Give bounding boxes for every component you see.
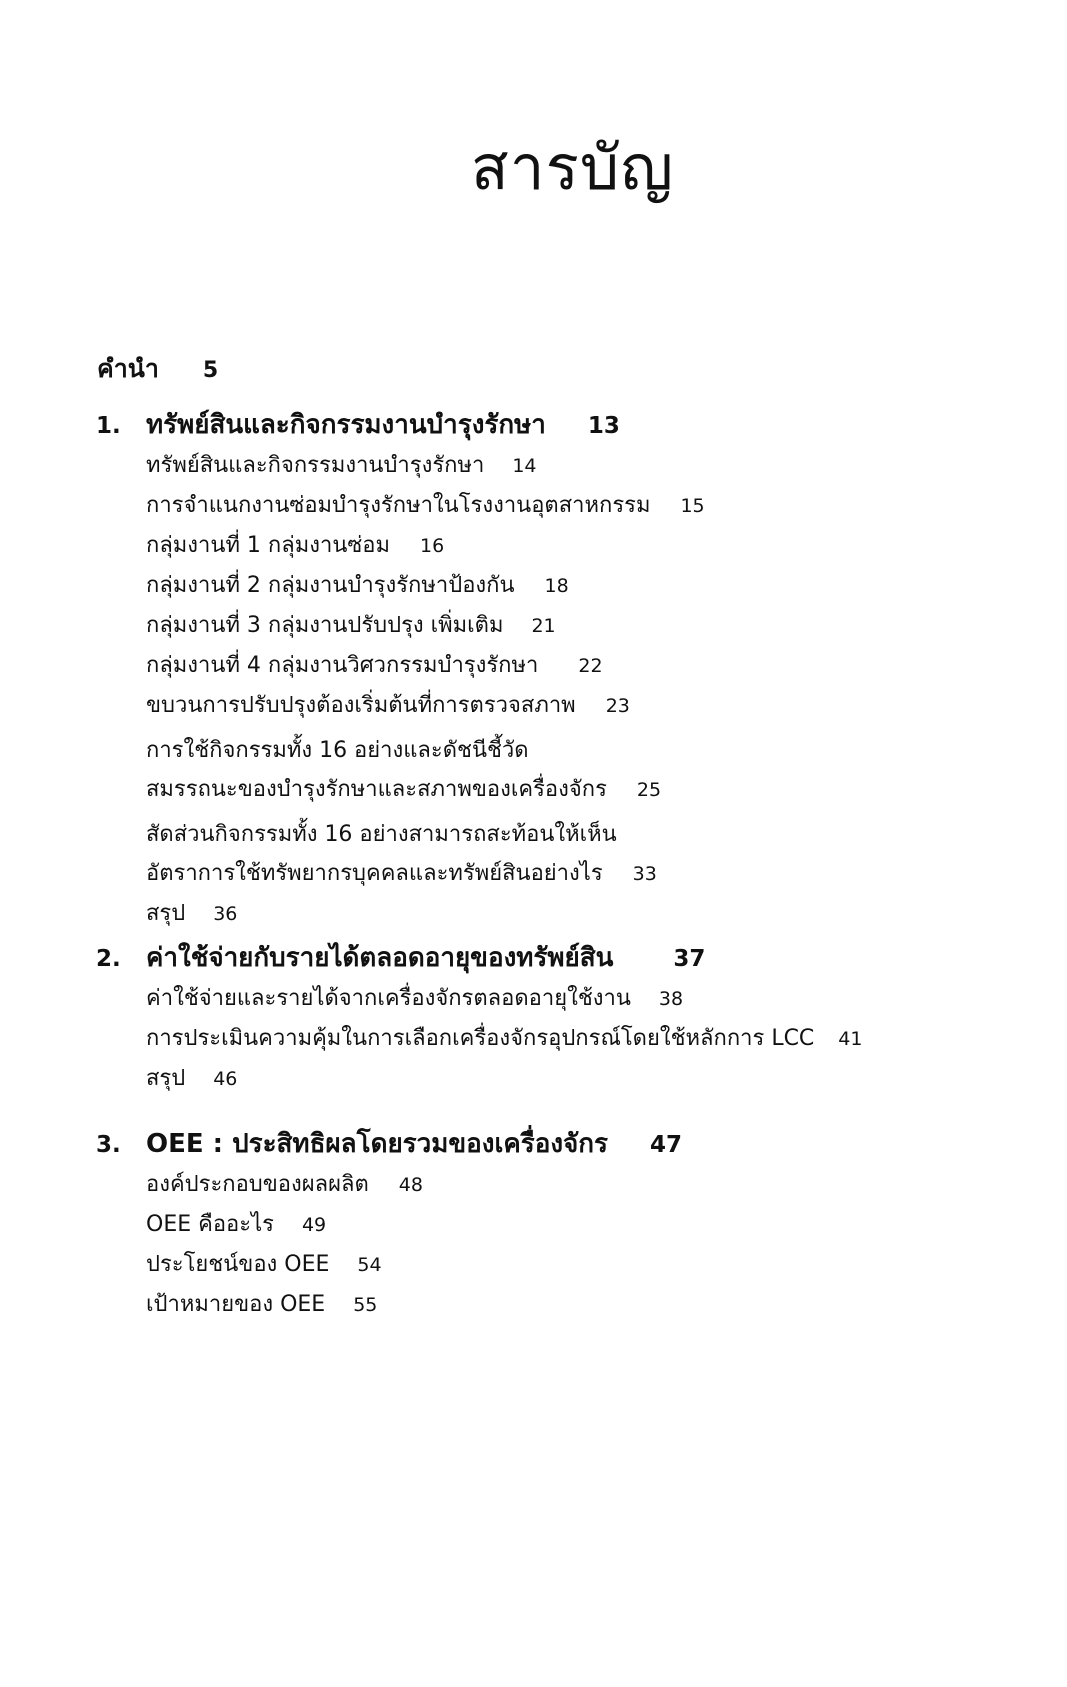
toc-entry	[146, 566, 705, 606]
chapter-heading	[96, 1124, 682, 1165]
toc-entry	[146, 1245, 682, 1285]
entry-text: สมรรถนะของบำรุงรักษาและสภาพของเครื่องจักร	[146, 777, 607, 802]
entry-page: 21	[531, 615, 556, 637]
entry-text: กลุ่มงานที่ 2 กลุ่มงานบำรุงรักษาป้องกัน	[146, 573, 515, 598]
chapter-1	[96, 405, 705, 934]
toc-entry	[146, 770, 705, 810]
preface-entry	[97, 352, 218, 388]
chapter-heading	[96, 405, 705, 446]
entry-page: 48	[398, 1174, 423, 1196]
preface-page: 5	[202, 358, 219, 383]
toc-entry	[146, 686, 705, 726]
entry-page: 25	[636, 779, 662, 801]
chapter-page: 13	[587, 413, 620, 439]
toc-entry-line1	[146, 815, 705, 854]
entry-text: สรุป	[146, 1066, 186, 1091]
entry-text: ประโยชน์ของ OEE	[146, 1252, 330, 1277]
entry-page: 55	[353, 1294, 378, 1316]
entry-text: องค์ประกอบของผลผลิต	[146, 1172, 369, 1197]
entry-text: การจำแนกงานซ่อมบำรุงรักษาในโรงงานอุตสาหกรรม	[146, 493, 651, 518]
entry-page: 36	[213, 903, 238, 925]
chapter-entries	[146, 979, 862, 1099]
entry-page: 49	[301, 1214, 327, 1236]
entry-text: อัตราการใช้ทรัพยากรบุคคลและทรัพย์สินอย่างไร	[146, 861, 603, 886]
entry-text: ขบวนการปรับปรุงต้องเริ่มต้นที่การตรวจสภาพ	[146, 693, 576, 718]
entry-page: 46	[213, 1068, 238, 1090]
toc-entry	[146, 446, 705, 486]
toc-entry	[146, 486, 705, 526]
chapter-page: 47	[649, 1132, 682, 1158]
entry-page: 54	[357, 1254, 382, 1276]
entry-text: OEE คืออะไร	[146, 1212, 274, 1237]
entry-page: 23	[605, 695, 630, 717]
toc-entry	[146, 526, 705, 566]
toc-entry	[146, 894, 705, 934]
toc-entry	[146, 646, 705, 686]
chapter-heading	[96, 938, 862, 979]
toc-entry	[146, 1059, 862, 1099]
entry-text: ค่าใช้จ่ายและรายได้จากเครื่องจักรตลอดอายุใช้งาน	[146, 986, 631, 1011]
toc-entry	[146, 1019, 862, 1059]
chapter-number: 3.	[96, 1132, 121, 1158]
toc-entry	[146, 1165, 682, 1205]
entry-text: ทรัพย์สินและกิจกรรมงานบำรุงรักษา	[146, 453, 485, 478]
toc-entry	[146, 1285, 682, 1325]
entry-page: 18	[544, 575, 569, 597]
entry-page: 38	[658, 988, 684, 1010]
entry-text: เป้าหมายของ OEE	[146, 1292, 326, 1317]
entry-text: สัดส่วนกิจกรรมทั้ง 16 อย่างสามารถสะท้อนให้เห็น	[146, 822, 617, 847]
preface-label: คำนำ	[97, 354, 159, 383]
chapter-entries	[146, 1165, 682, 1325]
chapter-title: ทรัพย์สินและกิจกรรมงานบำรุงรักษา	[146, 410, 546, 440]
entry-text: กลุ่มงานที่ 1 กลุ่มงานซ่อม	[146, 533, 391, 558]
entry-text: สรุป	[146, 901, 186, 926]
chapter-number: 1.	[96, 413, 121, 439]
entry-page: 33	[632, 863, 657, 885]
chapter-2	[96, 938, 862, 1099]
toc-entry	[146, 854, 705, 894]
chapter-entries	[146, 446, 705, 934]
entry-page: 15	[680, 495, 705, 517]
chapter-number: 2.	[96, 946, 121, 972]
entry-page: 16	[420, 535, 445, 557]
toc-entry	[146, 606, 705, 646]
chapter-title: OEE : ประสิทธิผลโดยรวมของเครื่องจักร	[146, 1129, 608, 1159]
chapter-title: ค่าใช้จ่ายกับรายได้ตลอดอายุของทรัพย์สิน	[146, 943, 614, 973]
chapter-3	[96, 1124, 682, 1325]
entry-text: กลุ่มงานที่ 3 กลุ่มงานปรับปรุง เพิ่มเติม	[146, 613, 504, 638]
entry-text: กลุ่มงานที่ 4 กลุ่มงานวิศวกรรมบำรุงรักษา	[146, 653, 539, 678]
toc-entry	[146, 979, 862, 1019]
entry-page: 14	[512, 455, 537, 477]
entry-page: 22	[578, 655, 603, 677]
toc-entry-line1	[146, 731, 705, 770]
page-title: สารบัญ	[470, 131, 675, 204]
chapter-page: 37	[673, 946, 706, 972]
entry-page: 41	[838, 1028, 863, 1050]
entry-text: การประเมินความคุ้มในการเลือกเครื่องจักรอุปกรณ์โดยใช้หลักการ LCC	[146, 1026, 815, 1051]
toc-entry	[146, 1205, 682, 1245]
entry-text: การใช้กิจกรรมทั้ง 16 อย่างและดัชนีชี้วัด	[146, 738, 529, 763]
